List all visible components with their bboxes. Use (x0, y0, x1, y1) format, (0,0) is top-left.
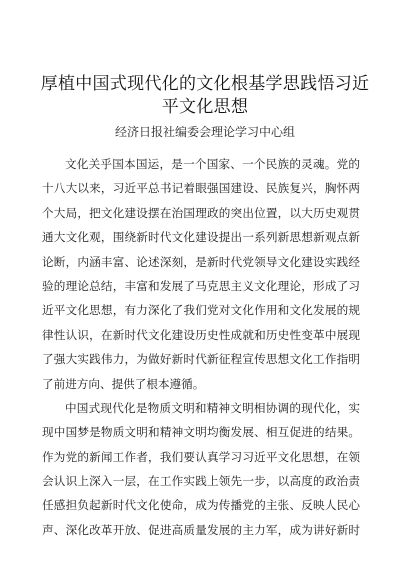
article-body (42, 152, 360, 542)
text-line: 会认识上深入一层，在工作实践上领先一步，以高度的政治责 (42, 474, 360, 489)
paragraph (42, 396, 360, 542)
text-line: 论断，内涵丰富、论述深刻，是新时代党领导文化建设实践经 (42, 254, 360, 269)
text-line: 中国式现代化是物质文明和精神文明相协调的现代化，实 (65, 400, 360, 415)
text-line: 声、深化改革开放、促进高质量发展的主力军，成为讲好新时 (42, 522, 360, 537)
text-line: 现中国梦是物质文明和精神文明均衡发展、相互促进的结果。 (42, 425, 360, 440)
text-line: 作为党的新闻工作者，我们要认真学习习近平文化思想，在领 (42, 449, 360, 464)
paragraph (42, 152, 360, 396)
text-line: 通大文化观，围绕新时代文化建设提出一系列新思想新观点新 (42, 230, 360, 245)
text-line: 十八大以来，习近平总书记着眼强国建设、民族复兴，胸怀两 (42, 181, 360, 196)
article-title: 厚植中国式现代化的文化根基学思践悟习近平文化思想 (40, 74, 370, 117)
text-line: 验的理论总结，丰富和发展了马克思主义文化理论，形成了习 (42, 278, 360, 293)
text-line: 律性认识，在新时代文化建设历史性成就和历史性变革中展现 (42, 327, 360, 342)
text-line: 任感担负起新时代文化使命，成为传播党的主张、反映人民心 (42, 498, 360, 513)
text-line: 个大局，把文化建设摆在治国理政的突出位置，以大历史观贯 (42, 205, 360, 220)
article-byline: 经济日报社编委会理论学习中心组 (114, 125, 295, 139)
text-line: 文化关乎国本国运，是一个国家、一个民族的灵魂。党的 (65, 157, 360, 171)
text-line: 近平文化思想，有力深化了我们党对文化作用和文化发展的规 (42, 303, 360, 318)
text-line: 了前进方向、提供了根本遵循。 (42, 376, 205, 391)
text-line: 了强大实践伟力，为做好新时代新征程宣传思想文化工作指明 (42, 352, 360, 367)
